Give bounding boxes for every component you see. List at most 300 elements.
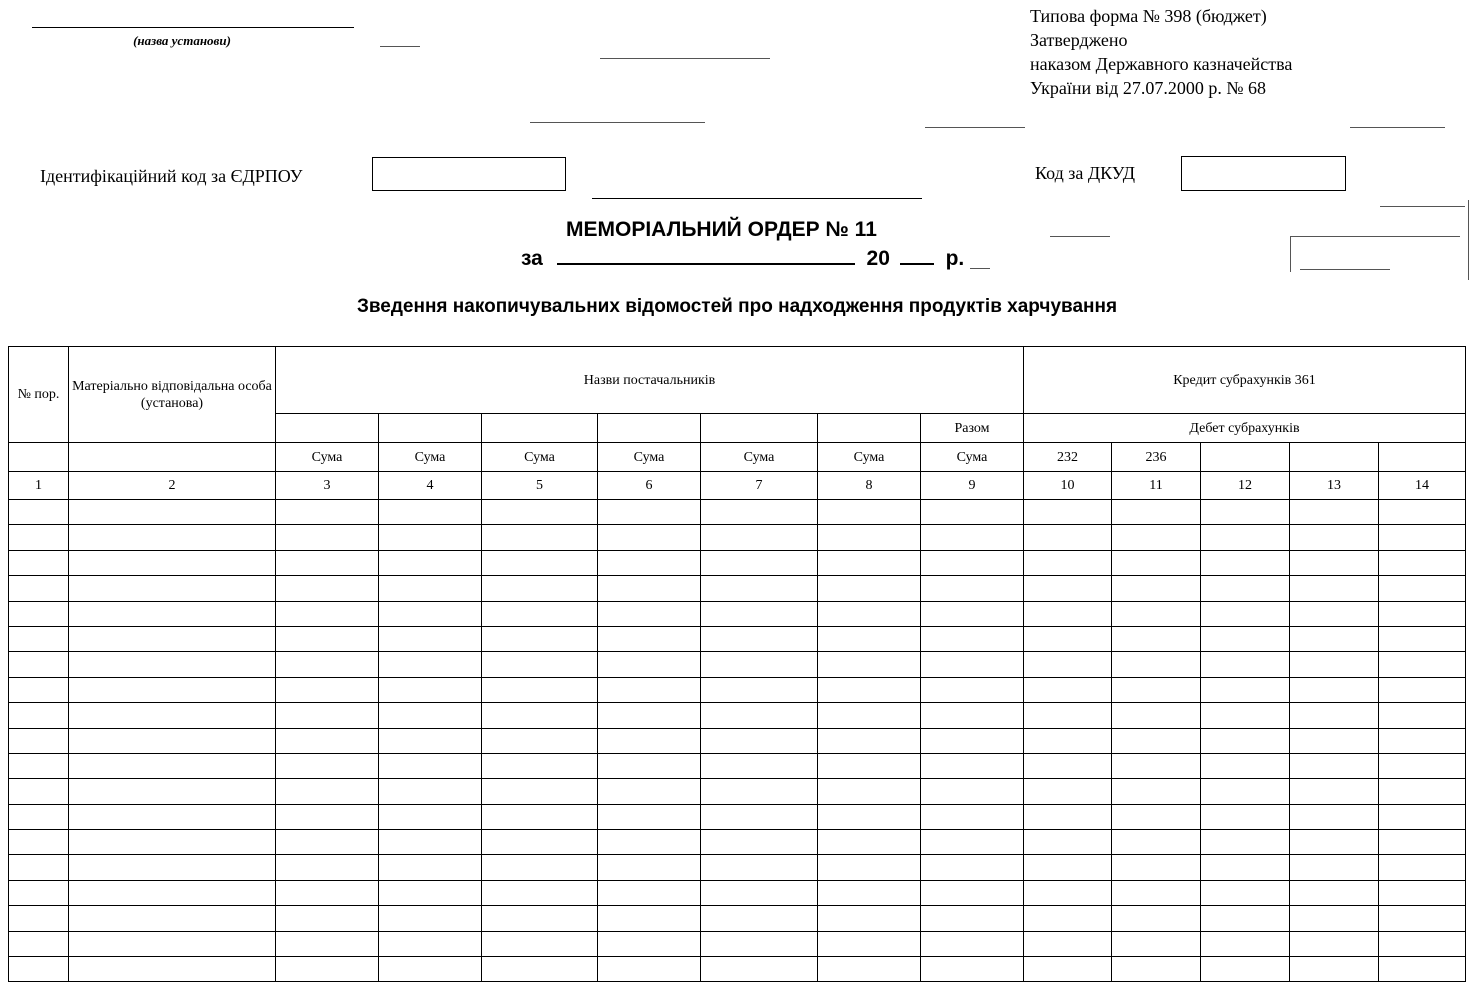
table-cell[interactable]: [1379, 652, 1466, 677]
table-cell[interactable]: [276, 957, 379, 982]
table-cell[interactable]: [1112, 753, 1201, 778]
table-cell[interactable]: [921, 728, 1024, 753]
table-cell[interactable]: [701, 728, 818, 753]
table-cell[interactable]: [1201, 753, 1290, 778]
table-cell[interactable]: [921, 906, 1024, 931]
table-cell[interactable]: [482, 804, 598, 829]
table-cell[interactable]: [1024, 880, 1112, 905]
table-cell[interactable]: [69, 957, 276, 982]
table-cell[interactable]: [921, 500, 1024, 525]
table-cell[interactable]: [1024, 677, 1112, 702]
supplier-name-cell[interactable]: [701, 414, 818, 443]
table-cell[interactable]: [598, 626, 701, 651]
table-cell[interactable]: [598, 779, 701, 804]
table-cell[interactable]: [1112, 652, 1201, 677]
table-cell[interactable]: [701, 703, 818, 728]
table-cell[interactable]: [1024, 855, 1112, 880]
table-cell[interactable]: [598, 931, 701, 956]
table-cell[interactable]: [1290, 906, 1379, 931]
header-account-blank[interactable]: [1379, 443, 1466, 472]
table-cell[interactable]: [598, 525, 701, 550]
table-cell[interactable]: [701, 855, 818, 880]
table-cell[interactable]: [1201, 601, 1290, 626]
table-cell[interactable]: [379, 601, 482, 626]
edrpou-field[interactable]: [372, 157, 566, 191]
table-cell[interactable]: [598, 550, 701, 575]
dkud-label: Код за ДКУД: [1035, 163, 1135, 183]
table-cell[interactable]: [818, 525, 921, 550]
header-debit: Дебет субрахунків: [1024, 414, 1466, 443]
table-cell[interactable]: [1379, 500, 1466, 525]
table-cell[interactable]: [701, 779, 818, 804]
table-cell[interactable]: [701, 830, 818, 855]
table-cell[interactable]: [379, 931, 482, 956]
table-cell[interactable]: [921, 525, 1024, 550]
table-cell[interactable]: [1024, 525, 1112, 550]
table-cell[interactable]: [1379, 957, 1466, 982]
table-cell[interactable]: [379, 880, 482, 905]
table-cell[interactable]: [1024, 753, 1112, 778]
table-cell[interactable]: [1379, 880, 1466, 905]
table-cell[interactable]: [1201, 525, 1290, 550]
table-cell[interactable]: [1201, 626, 1290, 651]
table-cell[interactable]: [1201, 906, 1290, 931]
table-cell[interactable]: [1290, 703, 1379, 728]
table-cell[interactable]: [276, 830, 379, 855]
table-cell[interactable]: [598, 703, 701, 728]
column-number: 2: [69, 472, 276, 500]
table-cell[interactable]: [1201, 804, 1290, 829]
header-sum: Сума: [818, 443, 921, 472]
table-cell[interactable]: [482, 880, 598, 905]
table-cell[interactable]: [482, 906, 598, 931]
table-cell[interactable]: [1290, 601, 1379, 626]
table-cell[interactable]: [1112, 880, 1201, 905]
table-cell[interactable]: [701, 525, 818, 550]
table-cell[interactable]: [379, 804, 482, 829]
table-cell[interactable]: [818, 830, 921, 855]
table-cell[interactable]: [921, 880, 1024, 905]
table-cell[interactable]: [482, 626, 598, 651]
table-cell[interactable]: [818, 550, 921, 575]
table-cell[interactable]: [1290, 500, 1379, 525]
table-cell[interactable]: [1112, 576, 1201, 601]
table-cell[interactable]: [921, 855, 1024, 880]
table-cell[interactable]: [276, 525, 379, 550]
table-cell[interactable]: [921, 931, 1024, 956]
table-cell[interactable]: [1290, 525, 1379, 550]
table-cell[interactable]: [482, 830, 598, 855]
header-sum: Сума: [921, 443, 1024, 472]
table-cell[interactable]: [276, 855, 379, 880]
table-cell[interactable]: [701, 500, 818, 525]
supplier-name-cell[interactable]: [482, 414, 598, 443]
table-cell[interactable]: [598, 728, 701, 753]
supplier-name-cell[interactable]: [379, 414, 482, 443]
header-credit: Кредит субрахунків 361: [1024, 347, 1466, 414]
table-cell[interactable]: [379, 525, 482, 550]
header-account-blank[interactable]: [1201, 443, 1290, 472]
table-cell[interactable]: [379, 830, 482, 855]
table-cell[interactable]: [818, 626, 921, 651]
table-cell[interactable]: [1290, 652, 1379, 677]
table-cell[interactable]: [482, 652, 598, 677]
table-cell[interactable]: [921, 830, 1024, 855]
table-cell[interactable]: [9, 626, 69, 651]
table-cell[interactable]: [818, 880, 921, 905]
table-cell[interactable]: [9, 601, 69, 626]
table-cell[interactable]: [482, 601, 598, 626]
table-cell[interactable]: [379, 728, 482, 753]
table-cell[interactable]: [69, 728, 276, 753]
table-cell[interactable]: [1024, 779, 1112, 804]
table-cell[interactable]: [482, 957, 598, 982]
table-cell[interactable]: [9, 957, 69, 982]
table-cell[interactable]: [9, 931, 69, 956]
table-cell[interactable]: [818, 779, 921, 804]
table-cell[interactable]: [1112, 703, 1201, 728]
table-cell[interactable]: [701, 931, 818, 956]
table-cell[interactable]: [921, 753, 1024, 778]
table-cell[interactable]: [921, 626, 1024, 651]
table-cell[interactable]: [921, 779, 1024, 804]
table-cell[interactable]: [482, 576, 598, 601]
table-cell[interactable]: [1379, 576, 1466, 601]
table-cell[interactable]: [1112, 677, 1201, 702]
table-cell[interactable]: [482, 703, 598, 728]
table-cell[interactable]: [1290, 677, 1379, 702]
table-cell[interactable]: [482, 550, 598, 575]
table-cell[interactable]: [598, 957, 701, 982]
table-cell[interactable]: [1201, 576, 1290, 601]
table-cell[interactable]: [69, 779, 276, 804]
table-cell[interactable]: [69, 652, 276, 677]
table-cell[interactable]: [276, 753, 379, 778]
table-cell[interactable]: [598, 601, 701, 626]
table-cell[interactable]: [921, 804, 1024, 829]
table-cell[interactable]: [701, 906, 818, 931]
table-cell[interactable]: [1379, 626, 1466, 651]
table-cell[interactable]: [1379, 550, 1466, 575]
table-cell[interactable]: [9, 525, 69, 550]
table-cell[interactable]: [1112, 601, 1201, 626]
table-cell[interactable]: [1201, 779, 1290, 804]
table-cell[interactable]: [1201, 880, 1290, 905]
table-cell[interactable]: [9, 728, 69, 753]
table-cell[interactable]: [482, 779, 598, 804]
supplier-name-cell[interactable]: [818, 414, 921, 443]
table-cell[interactable]: [1290, 626, 1379, 651]
table-cell[interactable]: [1379, 525, 1466, 550]
table-cell[interactable]: [1201, 550, 1290, 575]
table-cell[interactable]: [1201, 855, 1290, 880]
table-cell[interactable]: [1112, 728, 1201, 753]
table-cell[interactable]: [1024, 703, 1112, 728]
table-cell[interactable]: [701, 804, 818, 829]
table-cell[interactable]: [9, 855, 69, 880]
table-cell[interactable]: [598, 880, 701, 905]
summary-table: [8, 346, 1466, 982]
table-cell[interactable]: [482, 855, 598, 880]
table-cell[interactable]: [276, 500, 379, 525]
table-cell[interactable]: [9, 906, 69, 931]
table-cell[interactable]: [1024, 931, 1112, 956]
table-cell[interactable]: [482, 931, 598, 956]
table-cell[interactable]: [379, 906, 482, 931]
table-cell[interactable]: [1379, 906, 1466, 931]
table-cell[interactable]: [598, 753, 701, 778]
table-cell[interactable]: [276, 576, 379, 601]
table-cell[interactable]: [69, 855, 276, 880]
table-cell[interactable]: [701, 753, 818, 778]
table-cell[interactable]: [1379, 703, 1466, 728]
table-cell[interactable]: [818, 753, 921, 778]
table-cell[interactable]: [379, 677, 482, 702]
table-row: [9, 906, 1466, 931]
table-cell[interactable]: [9, 576, 69, 601]
table-cell[interactable]: [1379, 779, 1466, 804]
table-cell[interactable]: [1112, 931, 1201, 956]
table-cell[interactable]: [1112, 525, 1201, 550]
table-cell[interactable]: [1024, 804, 1112, 829]
table-cell[interactable]: [9, 880, 69, 905]
table-cell[interactable]: [1112, 500, 1201, 525]
table-cell[interactable]: [818, 855, 921, 880]
table-cell[interactable]: [1201, 931, 1290, 956]
table-cell[interactable]: [921, 677, 1024, 702]
table-cell[interactable]: [1290, 830, 1379, 855]
table-cell[interactable]: [598, 500, 701, 525]
table-cell[interactable]: [1379, 677, 1466, 702]
table-cell[interactable]: [9, 804, 69, 829]
table-cell[interactable]: [1379, 601, 1466, 626]
table-cell[interactable]: [701, 652, 818, 677]
table-cell[interactable]: [9, 779, 69, 804]
table-cell[interactable]: [379, 626, 482, 651]
table-cell[interactable]: [9, 677, 69, 702]
table-cell[interactable]: [701, 576, 818, 601]
table-cell[interactable]: [276, 906, 379, 931]
header-sum: Сума: [598, 443, 701, 472]
table-cell[interactable]: [1379, 728, 1466, 753]
table-cell[interactable]: [1290, 880, 1379, 905]
table-cell[interactable]: [379, 753, 482, 778]
dkud-field[interactable]: [1181, 156, 1346, 191]
table-cell[interactable]: [818, 576, 921, 601]
table-cell[interactable]: [1290, 855, 1379, 880]
table-cell[interactable]: [818, 601, 921, 626]
table-cell[interactable]: [69, 525, 276, 550]
table-cell[interactable]: [69, 931, 276, 956]
table-cell[interactable]: [69, 753, 276, 778]
table-cell[interactable]: [276, 779, 379, 804]
table-cell[interactable]: [701, 550, 818, 575]
table-cell[interactable]: [701, 626, 818, 651]
table-cell[interactable]: [701, 677, 818, 702]
table-cell[interactable]: [69, 626, 276, 651]
table-cell[interactable]: [921, 576, 1024, 601]
table-cell[interactable]: [379, 703, 482, 728]
table-cell[interactable]: [1024, 957, 1112, 982]
table-cell[interactable]: [69, 576, 276, 601]
table-cell[interactable]: [482, 525, 598, 550]
table-cell[interactable]: [379, 550, 482, 575]
table-cell[interactable]: [701, 601, 818, 626]
header-sum: Сума: [701, 443, 818, 472]
table-cell[interactable]: [1290, 804, 1379, 829]
header-suppliers: Назви постачальників: [276, 347, 1024, 414]
table-cell[interactable]: [1290, 779, 1379, 804]
table-cell[interactable]: [818, 957, 921, 982]
table-cell[interactable]: [69, 906, 276, 931]
table-cell[interactable]: [921, 703, 1024, 728]
table-cell[interactable]: [598, 804, 701, 829]
table-cell[interactable]: [276, 880, 379, 905]
table-cell[interactable]: [818, 703, 921, 728]
table-cell[interactable]: [598, 906, 701, 931]
table-cell[interactable]: [69, 804, 276, 829]
table-cell[interactable]: [598, 830, 701, 855]
table-cell[interactable]: [598, 855, 701, 880]
table-cell[interactable]: [379, 500, 482, 525]
signature-line[interactable]: [592, 198, 922, 199]
table-cell[interactable]: [379, 576, 482, 601]
table-cell[interactable]: [1112, 906, 1201, 931]
table-cell[interactable]: [1290, 576, 1379, 601]
table-cell[interactable]: [69, 550, 276, 575]
table-row: [9, 601, 1466, 626]
table-cell[interactable]: [921, 652, 1024, 677]
table-cell[interactable]: [379, 855, 482, 880]
table-cell[interactable]: [598, 652, 701, 677]
table-cell[interactable]: [921, 601, 1024, 626]
table-cell[interactable]: [9, 703, 69, 728]
table-cell[interactable]: [818, 906, 921, 931]
table-cell[interactable]: [276, 728, 379, 753]
table-cell[interactable]: [276, 652, 379, 677]
table-cell[interactable]: [598, 677, 701, 702]
table-cell[interactable]: [1024, 626, 1112, 651]
table-cell[interactable]: [69, 601, 276, 626]
scan-artifact: [925, 127, 1025, 128]
table-cell[interactable]: [276, 550, 379, 575]
table-cell[interactable]: [1112, 550, 1201, 575]
table-cell[interactable]: [701, 880, 818, 905]
table-cell[interactable]: [1379, 804, 1466, 829]
table-cell[interactable]: [818, 931, 921, 956]
table-cell[interactable]: [276, 626, 379, 651]
table-cell[interactable]: [1290, 931, 1379, 956]
header-account-blank[interactable]: [1290, 443, 1379, 472]
table-cell[interactable]: [9, 830, 69, 855]
year-field[interactable]: [900, 245, 934, 265]
table-cell[interactable]: [1201, 677, 1290, 702]
table-cell[interactable]: [1379, 855, 1466, 880]
table-cell[interactable]: [1379, 830, 1466, 855]
table-cell[interactable]: [69, 880, 276, 905]
table-cell[interactable]: [598, 576, 701, 601]
table-cell[interactable]: [818, 804, 921, 829]
table-cell[interactable]: [1379, 753, 1466, 778]
table-cell[interactable]: [69, 500, 276, 525]
table-cell[interactable]: [818, 677, 921, 702]
table-cell[interactable]: [1112, 626, 1201, 651]
table-cell[interactable]: [276, 703, 379, 728]
date-field[interactable]: [557, 245, 855, 265]
table-cell[interactable]: [1024, 576, 1112, 601]
table-cell[interactable]: [1201, 728, 1290, 753]
table-cell[interactable]: [1290, 753, 1379, 778]
table-cell[interactable]: [1201, 500, 1290, 525]
table-row: [9, 652, 1466, 677]
table-cell[interactable]: [818, 652, 921, 677]
table-cell[interactable]: [69, 703, 276, 728]
table-cell[interactable]: [379, 779, 482, 804]
table-cell[interactable]: [1112, 804, 1201, 829]
table-cell[interactable]: [1379, 931, 1466, 956]
table-cell[interactable]: [9, 652, 69, 677]
table-cell[interactable]: [921, 957, 1024, 982]
table-cell[interactable]: [701, 957, 818, 982]
table-row: [9, 525, 1466, 550]
column-number: 1: [9, 472, 69, 500]
table-cell[interactable]: [379, 652, 482, 677]
table-cell[interactable]: [1024, 652, 1112, 677]
table-cell[interactable]: [921, 550, 1024, 575]
table-cell[interactable]: [69, 677, 276, 702]
institution-name-line[interactable]: [32, 27, 354, 28]
table-cell[interactable]: [276, 804, 379, 829]
table-cell[interactable]: [1112, 855, 1201, 880]
table-cell[interactable]: [482, 728, 598, 753]
table-cell[interactable]: [1201, 830, 1290, 855]
table-cell[interactable]: [482, 753, 598, 778]
scan-artifact: [1300, 269, 1390, 270]
table-cell[interactable]: [818, 500, 921, 525]
table-cell[interactable]: [69, 830, 276, 855]
table-cell[interactable]: [9, 753, 69, 778]
table-cell[interactable]: [9, 550, 69, 575]
table-cell[interactable]: [1024, 906, 1112, 931]
table-cell[interactable]: [276, 931, 379, 956]
table-cell[interactable]: [1112, 779, 1201, 804]
scan-artifact: [1290, 236, 1460, 237]
table-cell[interactable]: [1290, 728, 1379, 753]
table-cell[interactable]: [1201, 703, 1290, 728]
year-prefix: 20: [866, 247, 890, 270]
table-cell[interactable]: [1024, 500, 1112, 525]
table-cell[interactable]: [1112, 957, 1201, 982]
table-cell[interactable]: [1024, 601, 1112, 626]
table-cell[interactable]: [1290, 550, 1379, 575]
table-cell[interactable]: [379, 957, 482, 982]
table-cell[interactable]: [276, 601, 379, 626]
supplier-name-cell[interactable]: [598, 414, 701, 443]
table-cell[interactable]: [1201, 957, 1290, 982]
table-cell[interactable]: [1290, 957, 1379, 982]
table-cell[interactable]: [1024, 728, 1112, 753]
table-cell[interactable]: [1024, 550, 1112, 575]
table-cell[interactable]: [1201, 652, 1290, 677]
table-cell[interactable]: [9, 500, 69, 525]
table-cell[interactable]: [1112, 830, 1201, 855]
supplier-name-cell[interactable]: [276, 414, 379, 443]
table-cell[interactable]: [482, 500, 598, 525]
table-cell[interactable]: [482, 677, 598, 702]
table-cell[interactable]: [276, 677, 379, 702]
table-cell[interactable]: [818, 728, 921, 753]
table-cell[interactable]: [1024, 830, 1112, 855]
